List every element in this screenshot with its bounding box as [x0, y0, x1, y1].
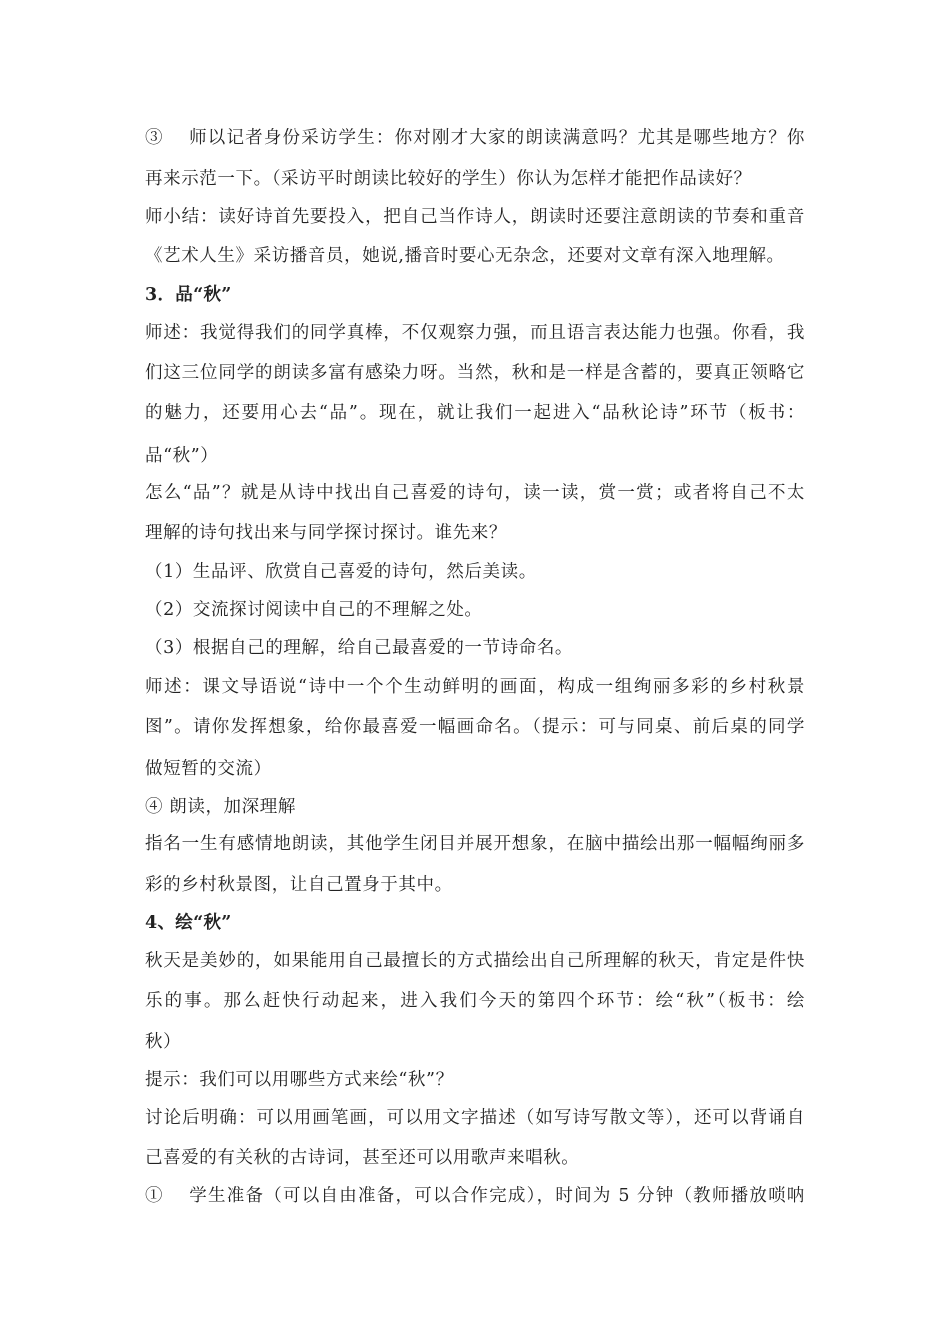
text-line: 提示：我们可以用哪些方式来绘“秋”？ [145, 1070, 454, 1090]
text-line: 理解的诗句找出来与同学探讨探讨。谁先来？ [145, 523, 507, 543]
section-heading: 3．品“秋” [145, 285, 232, 305]
text-line: 己喜爱的有关秋的古诗词，甚至还可以用歌声来唱秋。 [145, 1148, 580, 1168]
text-line: 讨论后明确：可以用画笔画，可以用文字描述（如写诗写散文等），还可以背诵自 [145, 1108, 805, 1128]
text-line: 图”。请你发挥想象，给你最喜爱一幅画命名。（提示：可与同桌、前后桌的同学 [145, 717, 805, 737]
text-line: 的魅力，还要用心去“品”。现在，就让我们一起进入“品秋论诗”环节（板书： [145, 403, 805, 423]
text-line: ① 学生准备（可以自由准备，可以合作完成），时间为 5 分钟（教师播放唢呐 [145, 1186, 805, 1206]
text-line: 做短暂的交流） [145, 759, 272, 779]
text-line: 师小结：读好诗首先要投入，把自己当作诗人，朗读时还要注意朗读的节奏和重音 [145, 207, 805, 227]
text-line: 怎么“品”？就是从诗中找出自己喜爱的诗句，读一读，赏一赏；或者将自己不太 [145, 483, 805, 503]
text-line: 彩的乡村秋景图，让自己置身于其中。 [145, 875, 453, 895]
section-heading: 4、绘“秋” [145, 913, 232, 933]
text-line: 指名一生有感情地朗读，其他学生闭目并展开想象，在脑中描绘出那一幅幅绚丽多 [145, 834, 805, 854]
text-line: 品“秋”） [145, 446, 219, 466]
text-line: 们这三位同学的朗读多富有感染力呀。当然，秋和是一样是含蓄的，要真正领略它 [145, 363, 805, 383]
text-line: 师述：课文导语说“诗中一个个生动鲜明的画面，构成一组绚丽多彩的乡村秋景 [145, 677, 805, 697]
text-line: 《艺术人生》采访播音员，她说,播音时要心无杂念，还要对文章有深入地理解。 [145, 246, 785, 266]
text-line: 再来示范一下。（采访平时朗读比较好的学生）你认为怎样才能把作品读好？ [145, 169, 752, 189]
text-line: 师述：我觉得我们的同学真棒，不仅观察力强，而且语言表达能力也强。你看，我 [145, 323, 805, 343]
list-item: （2）交流探讨阅读中自己的不理解之处。 [145, 600, 483, 620]
list-item: （1）生品评、欣赏自己喜爱的诗句，然后美读。 [145, 562, 537, 582]
list-item: （3）根据自己的理解，给自己最喜爱的一节诗命名。 [145, 638, 574, 658]
text-line: 秋） [145, 1032, 182, 1052]
text-line: 秋天是美妙的，如果能用自己最擅长的方式描绘出自己所理解的秋天，肯定是件快 [145, 951, 805, 971]
text-line: ④ 朗读，加深理解 [145, 797, 296, 817]
text-line: 乐的事。那么赶快行动起来，进入我们今天的第四个环节：绘“秋”（板书：绘 [145, 991, 805, 1011]
text-line: ③ 师以记者身份采访学生：你对刚才大家的朗读满意吗？尤其是哪些地方？你 [145, 128, 805, 148]
